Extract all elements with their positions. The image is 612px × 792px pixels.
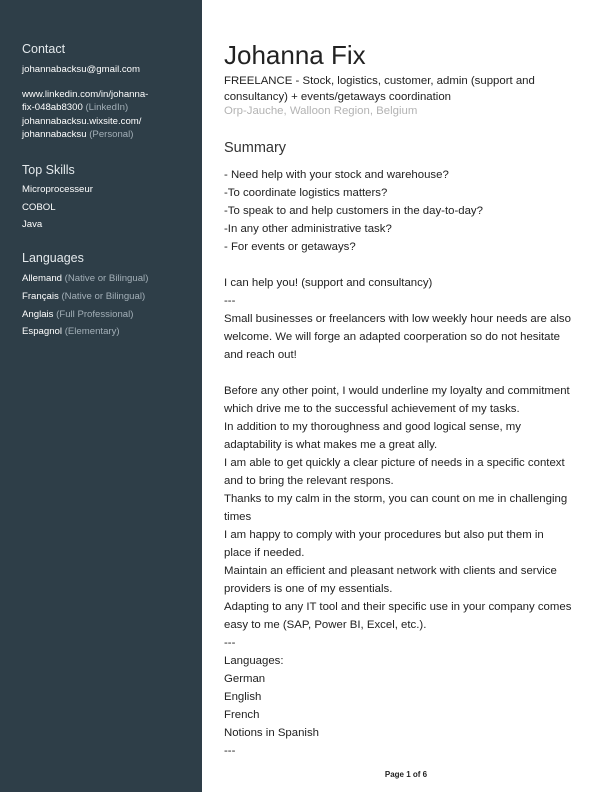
- language-level: (Native or Bilingual): [61, 291, 146, 302]
- email-link[interactable]: johannabacksu@gmail.com: [22, 64, 140, 75]
- summary-line: easy to me (SAP, Power BI, Excel, etc.).: [224, 619, 427, 631]
- language-name: Allemand: [22, 273, 62, 284]
- language-level: (Elementary): [64, 326, 120, 337]
- summary-line: Small businesses or freelancers with low weekly hour needs are also: [224, 313, 571, 325]
- summary-line: I can help you! (support and consultancy): [224, 277, 433, 289]
- summary-line: In addition to my thoroughness and good logical sense, my: [224, 421, 521, 433]
- summary-line: which drive me to the successful achievement of my tasks.: [224, 403, 520, 415]
- language-item: [22, 272, 148, 285]
- website-link-line2[interactable]: [22, 128, 133, 141]
- summary-line: -In any other administrative task?: [224, 223, 392, 235]
- summary-line: French: [224, 709, 260, 721]
- language-name: Français: [22, 291, 59, 302]
- summary-line: - Need help with your stock and warehouse?: [224, 169, 449, 181]
- summary-heading: Summary: [224, 140, 287, 156]
- top-skills-heading: Top Skills: [22, 163, 75, 177]
- language-level: (Full Professional): [56, 309, 134, 320]
- page-number: Page 1 of 6: [384, 770, 428, 779]
- language-item: [22, 325, 120, 338]
- summary-line: German: [224, 673, 266, 685]
- summary-body: [224, 166, 596, 760]
- skill-item: Java: [22, 219, 43, 230]
- summary-line: Thanks to my calm in the storm, you can count on me in challenging: [224, 493, 568, 505]
- summary-line: ---: [224, 295, 236, 307]
- summary-line: adaptability is what makes me a great ally.: [224, 439, 438, 451]
- summary-line: Maintain an efficient and pleasant network with clients and service: [224, 565, 557, 577]
- linkedin-url-part[interactable]: fix-048ab8300: [22, 102, 83, 113]
- summary-line: welcome. We will forge an adapted coorperation so do not hesitate: [224, 331, 561, 343]
- summary-line: English: [224, 691, 262, 703]
- summary-line: Notions in Spanish: [224, 727, 319, 739]
- language-level: (Native or Bilingual): [64, 273, 149, 284]
- profile-location: Orp-Jauche, Walloon Region, Belgium: [224, 105, 418, 117]
- summary-line: Adapting to any IT tool and their specific use in your company comes: [224, 601, 572, 613]
- summary-line: -To coordinate logistics matters?: [224, 187, 388, 199]
- linkedin-link-line2[interactable]: [22, 101, 128, 114]
- profile-name: Johanna Fix: [224, 40, 366, 70]
- summary-line: providers is one of my essentials.: [224, 583, 393, 595]
- summary-line: [224, 256, 596, 274]
- linkedin-tag: (LinkedIn): [85, 102, 129, 113]
- skill-item: Microprocesseur: [22, 184, 93, 195]
- page-footer: [0, 770, 612, 779]
- language-name: Espagnol: [22, 326, 63, 337]
- website-tag: (Personal): [89, 129, 134, 140]
- summary-line: Languages:: [224, 655, 284, 667]
- summary-line: ---: [224, 745, 236, 757]
- summary-line: I am happy to comply with your procedures but also put them in: [224, 529, 544, 541]
- sidebar: [0, 0, 202, 792]
- website-url-part[interactable]: johannabacksu: [22, 129, 87, 140]
- contact-heading: Contact: [22, 42, 66, 56]
- summary-line: I am able to get quickly a clear picture of needs in a specific context: [224, 457, 565, 469]
- summary-line: place if needed.: [224, 547, 305, 559]
- summary-line: and to bring the relevant respons.: [224, 475, 394, 487]
- language-item: [22, 290, 145, 303]
- language-name: Anglais: [22, 309, 54, 320]
- languages-heading: Languages: [22, 251, 84, 265]
- linkedin-link-line1[interactable]: www.linkedin.com/in/johanna-: [22, 89, 149, 100]
- summary-line: ---: [224, 637, 236, 649]
- summary-line: -To speak to and help customers in the day-to-day?: [224, 205, 483, 217]
- summary-line: [224, 364, 596, 382]
- language-item: [22, 308, 133, 321]
- profile-headline: FREELANCE - Stock, logistics, customer, admin (support and consultancy) + events/getaways coordination: [224, 75, 535, 103]
- summary-line: Before any other point, I would underline my loyalty and commitment: [224, 385, 570, 397]
- summary-line: and reach out!: [224, 349, 297, 361]
- website-link-line1[interactable]: johannabacksu.wixsite.com/: [22, 116, 142, 127]
- summary-line: times: [224, 511, 252, 523]
- skill-item: COBOL: [22, 202, 56, 213]
- summary-line: - For events or getaways?: [224, 241, 356, 253]
